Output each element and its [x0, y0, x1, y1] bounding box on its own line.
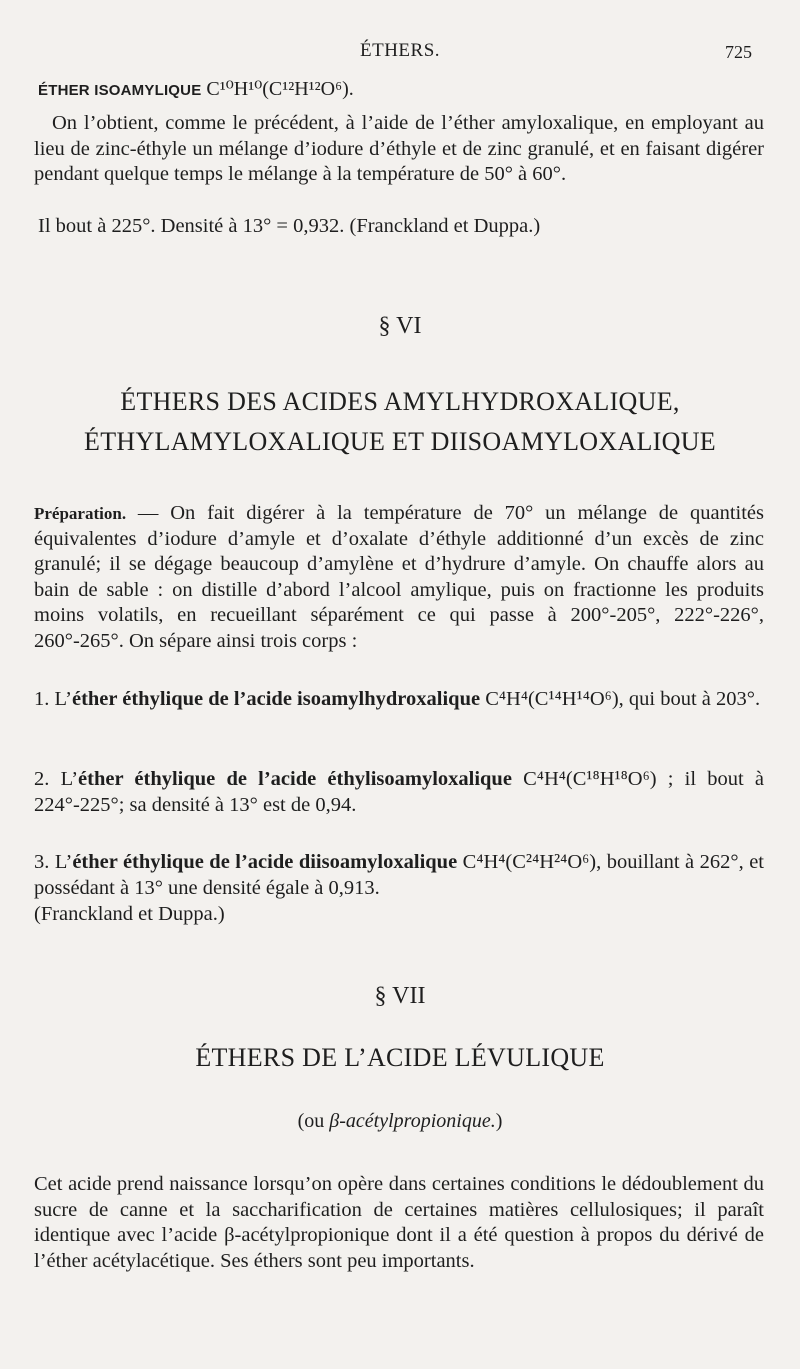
ether-isoamylique-heading [38, 76, 354, 101]
item-1-number: 1. L’ [34, 688, 72, 710]
item-3-number: 3. L’ [34, 851, 73, 873]
running-head [0, 40, 800, 66]
item-3-credit: (Franckland et Duppa.) [34, 903, 225, 925]
item-2-rest: C⁴H⁴(C¹⁸H¹⁸O⁶) ; il bout à 224°-225°; sa densité à 13° est de 0,94. [34, 768, 764, 816]
list-item-3 [34, 850, 764, 901]
item-2-number: 2. L’ [34, 768, 79, 790]
subtitle-close: ) [495, 1110, 503, 1132]
list-item-2 [34, 767, 764, 818]
item-1-name: éther éthylique de l’acide isoamylhydroxalique [71, 688, 481, 710]
section-6-title-line1: ÉTHERS DES ACIDES AMYLHYDROXALIQUE, [120, 387, 680, 416]
preparation-paragraph [34, 501, 764, 654]
levulique-paragraph: Cet acide prend naissance lorsqu’on opère dans certaines conditions le dédoublement du sucre de canne et la saccharification de certaines matières cellulosiques; il paraît identique avec l’acide β-acétylpropionique dont il a été question à propos du dérivé de l’éther acétylacétique. Ses éthers sont peu importants. [34, 1173, 764, 1272]
heading-formula: C¹⁰H¹⁰(C¹²H¹²O⁶). [206, 78, 354, 100]
section-7-subtitle [0, 1110, 800, 1133]
list-item-1 [34, 687, 764, 713]
preparation-label: Préparation. [34, 504, 127, 523]
section-6-mark: § VI [378, 313, 422, 339]
subtitle-open: (ou [297, 1110, 330, 1132]
running-title: ÉTHERS. [359, 40, 441, 61]
isoamylique-paragraph: On l’obtient, comme le précédent, à l’aide de l’éther amyloxalique, en employant au lieu de zinc-éthyle un mélange d’iodure d’éthyle et de zinc granulé, et en faisant digérer pendant quelque temps le mélange à la température de 50° à 60°. [34, 112, 764, 185]
item-3-rest: C⁴H⁴(C²⁴H²⁴O⁶), bouillant à 262°, et possédant à 13° une densité égale à 0,913. [34, 851, 764, 899]
preparation-text: — On fait digérer à la température de 70° un mélange de quantités équivalentes d’iodure d’amyle et d’oxalate d’éthyle additionné d’un excès de zinc granulé; il se dégage beaucoup d’amylène et d’hydrure d’amyle. On chauffe alors au bain de sable : on distille d’abord l’alcool amylique, puis on fractionne les produits moins volatils, en recueillant séparément ce qui passe à 200°-205°, 222°-226°, 260°-265°. On sépare ainsi trois corps : [34, 502, 764, 652]
heading-label: ÉTHER ISOAMYLIQUE [38, 82, 202, 99]
subtitle-italic: β-acétylpropionique. [329, 1110, 496, 1132]
section-7-title: ÉTHERS DE L’ACIDE LÉVULIQUE [195, 1043, 605, 1072]
item-3-name: éther éthylique de l’acide diisoamyloxalique [72, 851, 458, 873]
page-number: 725 [725, 42, 752, 62]
item-2-name: éther éthylique de l’acide éthylisoamyloxalique [78, 768, 512, 790]
section-6-title-line2: ÉTHYLAMYLOXALIQUE ET DIISOAMYLOXALIQUE [84, 427, 716, 456]
isoamylique-boiling-point: Il bout à 225°. Densité à 13° = 0,932. (Franckland et Duppa.) [38, 215, 541, 237]
section-7-mark: § VII [374, 983, 426, 1009]
item-1-rest: C⁴H⁴(C¹⁴H¹⁴O⁶), qui bout à 203°. [480, 688, 761, 710]
